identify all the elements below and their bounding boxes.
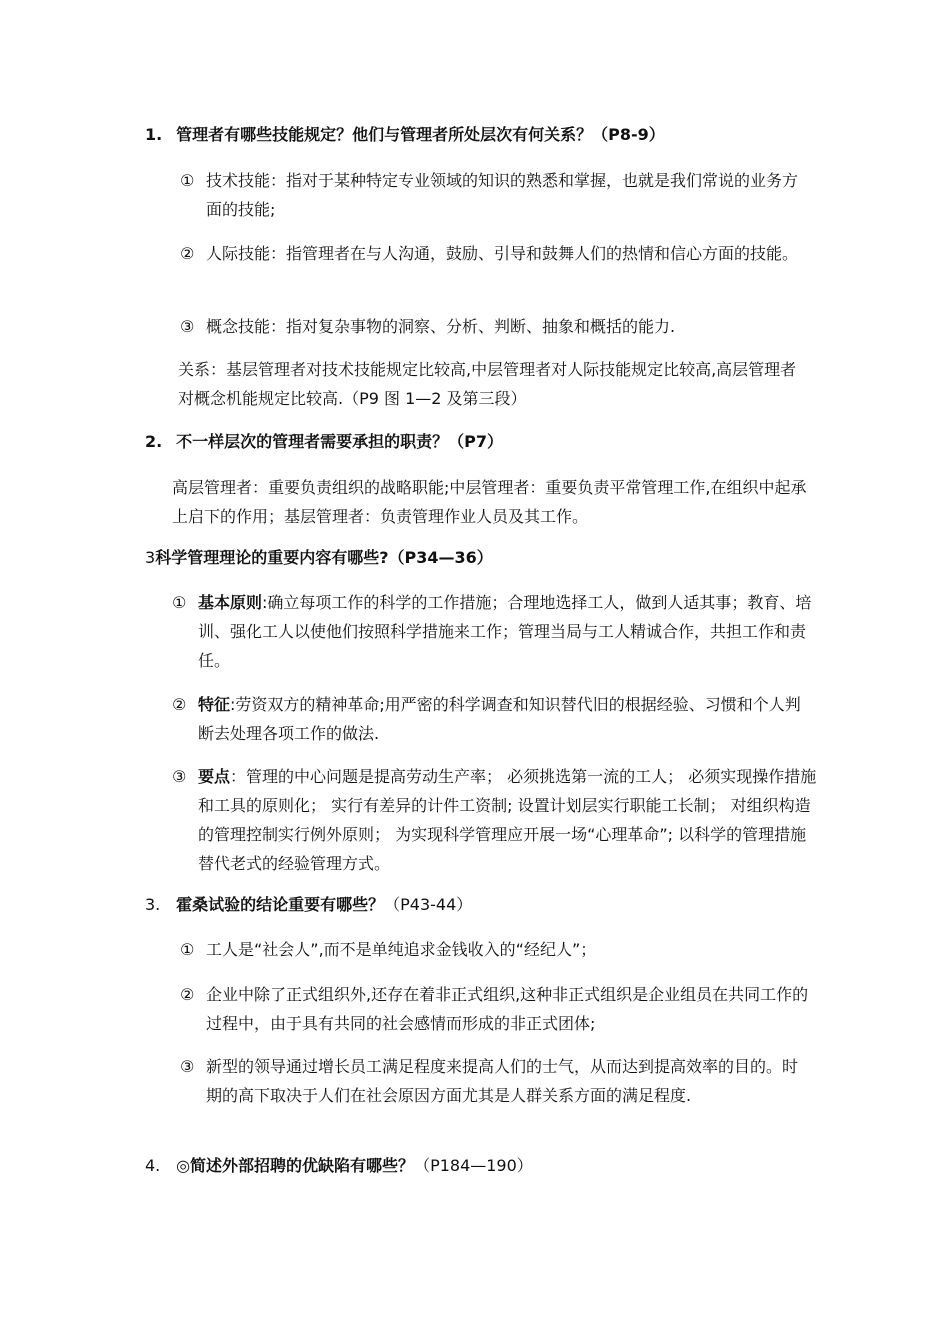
list-item bbox=[180, 312, 810, 341]
question-number: 3 bbox=[145, 548, 156, 567]
circled-number: ② bbox=[180, 985, 195, 1004]
question-4-heading bbox=[145, 1153, 825, 1179]
page-reference: （P34—36） bbox=[388, 548, 493, 567]
circled-number: ① bbox=[180, 940, 195, 959]
item-text: 企业中除了正式组织外,还存在着非正式组织,这种非正式组织是企业组员在共同工作的过程中，由于具有共同的社会感情而形成的非正式团体; bbox=[206, 985, 809, 1033]
item-text: 概念技能：指对复杂事物的洞察、分析、判断、抽象和概括的能力. bbox=[206, 317, 676, 336]
question-3-heading bbox=[145, 545, 825, 571]
item-text: 工人是“社会人”,而不是单纯追求金钱收入的“经纪人”； bbox=[206, 940, 597, 959]
list-item bbox=[180, 1052, 810, 1110]
circled-number: ③ bbox=[180, 1057, 195, 1076]
relation-paragraph: 关系：基层管理者对技术技能规定比较高,中层管理者对人际技能规定比较高,高层管理者对概念机能规定比较高.（P9 图 1—2 及第三段） bbox=[178, 360, 797, 408]
item-label: 要点 bbox=[198, 767, 231, 786]
question-number: 1. bbox=[145, 125, 163, 144]
question-number: 3. bbox=[145, 895, 161, 914]
page-reference: （P8-9） bbox=[592, 125, 665, 144]
circled-number: ③ bbox=[180, 317, 195, 336]
duties-paragraph: 高层管理者：重要负责组织的战略职能;中层管理者：重要负责平常管理工作,在组织中起承上启下的作用；基层管理者：负责管理作业人员及其工作。 bbox=[172, 478, 807, 526]
question-hawthorne-heading bbox=[145, 892, 825, 918]
list-item bbox=[172, 588, 812, 675]
question-number: 2. bbox=[145, 432, 163, 451]
list-item bbox=[180, 935, 810, 964]
list-item bbox=[172, 690, 812, 748]
item-text: ：管理的中心问题是提高劳动生产率； 必须挑选第一流的工人； 必须实现操作措施和工具的原则化； 实行有差异的计件工资制; 设置计划层实行职能工长制； 对组织构造的管理控制实行例外原则； 为实现科学管理应开展一场“心理革命”; 以科学的管理措施替代老式的经验管理方式。 bbox=[198, 767, 817, 873]
item-label: 基本原则 bbox=[198, 593, 263, 612]
item-label: 特征 bbox=[198, 695, 231, 714]
question-title: 科学管理理论的重要内容有哪些? bbox=[155, 548, 389, 567]
circled-number: ③ bbox=[172, 767, 187, 786]
question-title: 霍桑试验的结论重要有哪些？ bbox=[176, 895, 385, 914]
list-item bbox=[180, 980, 812, 1038]
item-text: :劳资双方的精神革命;用严密的科学调查和知识替代旧的根据经验、习惯和个人判断去处理各项工作的做法. bbox=[198, 695, 801, 743]
question-number: 4. bbox=[145, 1156, 161, 1175]
page-reference: （P43-44） bbox=[384, 895, 473, 914]
question-title: ◎简述外部招聘的优缺陷有哪些？ bbox=[176, 1156, 415, 1175]
item-text: :确立每项工作的科学的工作措施；合理地选择工人，做到人适其事；教育、培训、强化工人以使他们按照科学措施来工作；管理当局与工人精诚合作，共担工作和责任。 bbox=[198, 593, 812, 670]
question-2-heading bbox=[145, 429, 825, 455]
item-text: 新型的领导通过增长员工满足程度来提高人们的士气，从而达到提高效率的目的。时期的高下取决于人们在社会原因方面尤其是人群关系方面的满足程度. bbox=[206, 1057, 799, 1105]
item-text: 技术技能：指对于某种特定专业领域的知识的熟悉和掌握，也就是我们常说的业务方面的技能; bbox=[206, 171, 799, 219]
circled-number: ① bbox=[172, 593, 187, 612]
question-1-heading bbox=[145, 122, 825, 148]
list-item bbox=[172, 762, 817, 878]
item-text: 人际技能：指管理者在与人沟通，鼓励、引导和鼓舞人们的热情和信心方面的技能。 bbox=[206, 244, 799, 263]
page-reference: （P184—190） bbox=[414, 1156, 533, 1175]
question-title: 不一样层次的管理者需要承担的职责？ bbox=[176, 432, 449, 451]
page-reference: （P7） bbox=[448, 432, 503, 451]
list-item bbox=[180, 166, 810, 224]
list-item bbox=[180, 239, 810, 268]
circled-number: ② bbox=[180, 244, 195, 263]
question-title: 管理者有哪些技能规定？他们与管理者所处层次有何关系？ bbox=[176, 125, 593, 144]
circled-number: ① bbox=[180, 171, 195, 190]
circled-number: ② bbox=[172, 695, 187, 714]
